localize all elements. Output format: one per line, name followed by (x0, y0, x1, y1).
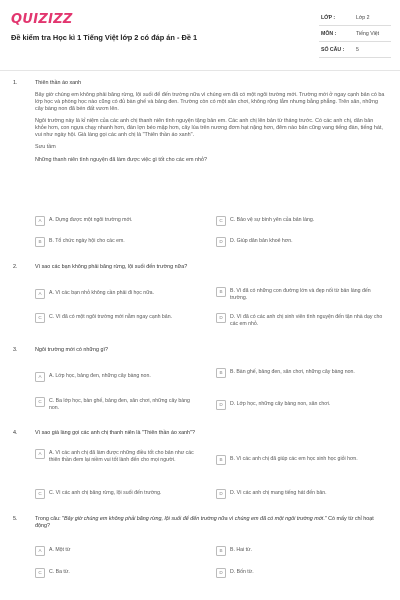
option-b[interactable] (216, 368, 386, 378)
question-prompt: Ngôi trường mới có những gì? (35, 347, 109, 353)
option-text: B. Bàn ghế, bảng đen, sân chơi, những cây bàng non. (230, 368, 355, 375)
meta-value: 5 (356, 47, 359, 53)
passage-source: Sưu tầm (35, 144, 56, 150)
option-text: B. Vì các anh chị đã giúp các em học sinh học giỏi hơn. (230, 455, 358, 462)
option-letter: C (35, 397, 45, 407)
worksheet-header (0, 0, 400, 62)
option-a[interactable] (35, 372, 195, 382)
option-b[interactable] (216, 287, 386, 301)
option-a[interactable] (35, 546, 195, 556)
option-letter: B (35, 237, 45, 247)
option-c[interactable] (216, 216, 386, 226)
option-b[interactable] (216, 546, 386, 556)
option-letter: D (216, 400, 226, 410)
option-letter: D (216, 568, 226, 578)
option-letter: B (216, 455, 226, 465)
option-letter: B (216, 287, 226, 297)
question-number: 4. (13, 430, 18, 436)
option-b[interactable] (216, 455, 386, 465)
option-text: A. Vì các anh chị đã làm được những điều tốt cho bản như các thiên thần đem lại niềm vui tốt lành đến cho mọi người. (49, 449, 194, 463)
option-text: C. Ba từ. (49, 568, 70, 575)
prompt-quote: Bây giờ chúng em không phải băng rừng, lội suối để đến trường nữa vì chúng em đã có một ngôi trường mới (63, 516, 324, 522)
option-letter: C (35, 489, 45, 499)
meta-value: Tiếng Việt (356, 31, 380, 37)
meta-label: SỐ CÂU : (321, 47, 345, 53)
option-d[interactable] (216, 313, 386, 327)
option-letter: D (216, 237, 226, 247)
option-text: B. Hai từ. (230, 546, 252, 553)
option-letter: B (216, 368, 226, 378)
header-divider (0, 70, 400, 71)
meta-row-question-count (319, 44, 391, 58)
option-text: A. Vì các bạn nhỏ không cần phải đi học nữa. (49, 289, 154, 296)
passage-title: Thiên thần áo xanh (35, 80, 82, 86)
option-letter: C (35, 568, 45, 578)
question-number: 5. (13, 516, 18, 522)
meta-row-grade (319, 12, 391, 26)
option-d[interactable] (216, 237, 386, 247)
meta-label: LỚP : (321, 15, 336, 21)
option-letter: D (216, 489, 226, 499)
question-prompt: Những thanh niên tình nguyện đã làm được việc gì tốt cho các em nhỏ? (35, 157, 207, 163)
option-text: D. Lớp học, những cây bàng non, sân chơi. (230, 400, 331, 407)
option-a[interactable] (35, 449, 195, 463)
option-a[interactable] (35, 289, 195, 299)
option-letter: A (35, 546, 45, 556)
worksheet-title: Đề kiểm tra Học kì 1 Tiếng Việt lớp 2 có đáp án - Đề 1 (11, 33, 198, 42)
option-text: D. Giúp dân bản khoẻ hơn. (230, 237, 293, 244)
question-number: 3. (13, 347, 18, 353)
option-text: C. Vì các anh chị băng rừng, lội suối đến trường. (49, 489, 162, 496)
option-c[interactable] (35, 489, 195, 499)
option-letter: B (216, 546, 226, 556)
option-text: C. Ba lớp học, bàn ghế, bảng đen, sân chơi, những cây bàng non. (49, 397, 190, 411)
question-body (35, 516, 385, 530)
option-c[interactable] (35, 568, 195, 578)
option-text: C. Bảo vệ sự bình yên của bản làng. (230, 216, 315, 223)
question-number: 2. (13, 264, 18, 270)
option-letter: C (216, 216, 226, 226)
option-text: C. Vì đã có một ngôi trường mới nằm ngay cạnh bản. (49, 313, 173, 320)
question-prompt: Vì sao các bạn không phải băng rừng, lội suối đến trường nữa? (35, 264, 188, 270)
option-text: D. Vì đã có các anh chị sinh viên tình nguyện đến tận nhà dạy cho các em nhỏ. (230, 313, 383, 327)
option-letter: A (35, 289, 45, 299)
option-text: A. Một từ (49, 546, 71, 553)
passage-paragraph: Ngôi trường này là kỉ niệm của các anh chị thanh niên tình nguyện tặng bản em. Các anh chị lên bản từ tháng trước. Có các anh chị, dân bản khỏe hơn, con ngựa chạy nhanh hơn, đàn lợn béo mập hơn, cây lúa trên nương đơm hạt nặng hơn, đêm nào bản cũng vang tiếng đàn, tiếng hát, vui như ngày hội. Già làng gọi các anh chị là "Thiên thần áo xanh". (35, 118, 383, 138)
option-letter: A (35, 216, 45, 226)
meta-row-subject (319, 28, 391, 42)
question-body (35, 347, 385, 354)
option-letter: A (35, 372, 45, 382)
option-a[interactable] (35, 216, 195, 226)
option-c[interactable] (35, 397, 195, 411)
option-d[interactable] (216, 568, 386, 578)
option-text: D. Bốn từ. (230, 568, 254, 575)
option-letter: C (35, 313, 45, 323)
quizizz-logo[interactable]: QUIZIZZ (11, 12, 73, 27)
passage-paragraph: Bây giờ chúng em không phải băng rừng, lội suối để đến trường nữa vì chúng em đã có một ngôi trường mới. Trường mới ở ngay cạnh bản có ba lớp học và phòng học nào cũng có đủ bàn ghế và bảng đen. Trường còn có một sân chơi, không rộng lắm nhưng bằng phẳng. Trên sân, những cây bàng non đã bén đất vươn lên. (35, 92, 385, 112)
question-number: 1. (13, 80, 18, 86)
option-c[interactable] (35, 313, 195, 323)
question-body (35, 80, 385, 164)
question-body (35, 430, 385, 437)
option-b[interactable] (35, 237, 195, 247)
option-d[interactable] (216, 489, 386, 499)
option-text: D. Vì các anh chị mang tiếng hát đến bản. (230, 489, 327, 496)
prompt-lead: Trong câu: " (35, 516, 64, 522)
question-prompt: Vì sao già làng gọi các anh chị thanh niên là "Thiên thần áo xanh"? (35, 430, 195, 436)
option-text: A. Lớp học, bảng đen, những cây bàng non. (49, 372, 151, 379)
option-text: B. Tổ chức ngày hội cho các em. (49, 237, 125, 244)
question-prompt (35, 516, 385, 530)
option-d[interactable] (216, 400, 386, 410)
option-letter: D (216, 313, 226, 323)
option-text: A. Dựng được một ngôi trường mới. (49, 216, 133, 223)
option-letter: A (35, 449, 45, 459)
meta-label: MÔN : (321, 31, 337, 37)
question-body (35, 264, 385, 271)
meta-value: Lớp 2 (356, 15, 370, 21)
prompt-tail: ." Có mấy từ chỉ hoạt động? (35, 516, 374, 529)
option-text: B. Vì đã có những con đường lớn và đẹp nối từ bản làng đến trường. (230, 287, 371, 301)
